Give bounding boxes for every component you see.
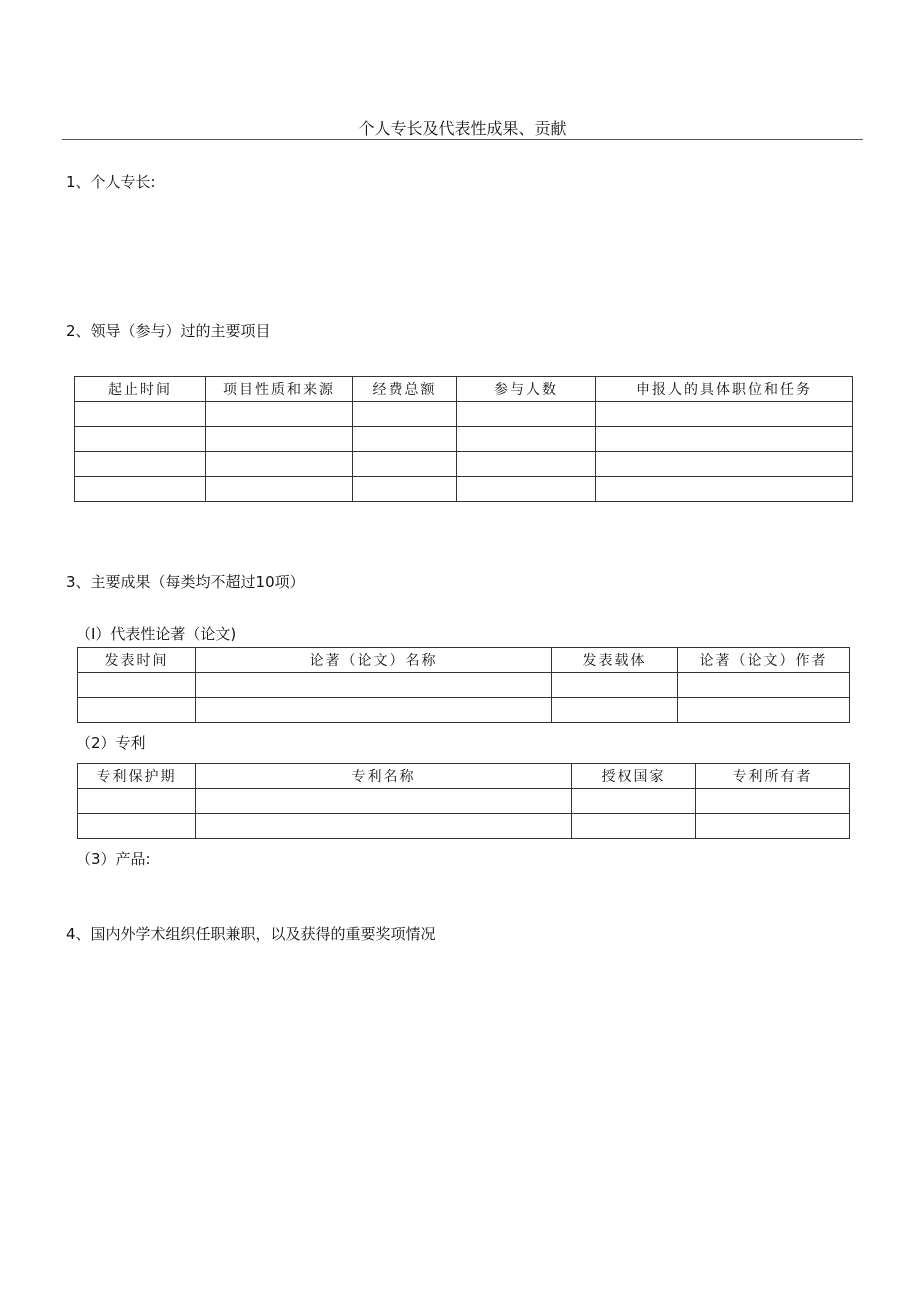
- table-cell[interactable]: [75, 477, 206, 502]
- table-cell[interactable]: [78, 814, 196, 839]
- table-cell[interactable]: [75, 427, 206, 452]
- header-total-funding: 经费总额: [353, 377, 457, 402]
- header-publish-date: 发表时间: [78, 648, 196, 673]
- header-applicant-role: 申报人的具体职位和任务: [596, 377, 853, 402]
- table-cell[interactable]: [196, 673, 552, 698]
- table-cell[interactable]: [206, 427, 353, 452]
- section-4-heading: 4、国内外学术组织任职兼职，以及获得的重要奖项情况: [66, 925, 436, 943]
- table-row: [75, 402, 853, 427]
- table-cell[interactable]: [696, 789, 850, 814]
- table-cell[interactable]: [572, 814, 696, 839]
- section-1-heading: 1、个人专长:: [66, 173, 156, 191]
- table-cell[interactable]: [552, 698, 678, 723]
- papers-table: [77, 647, 850, 723]
- table-cell[interactable]: [78, 698, 196, 723]
- table-row: [78, 698, 850, 723]
- table-cell[interactable]: [353, 477, 457, 502]
- table-header-row: [78, 764, 850, 789]
- table-cell[interactable]: [696, 814, 850, 839]
- title-divider: [62, 139, 863, 140]
- header-patent-owner: 专利所有者: [696, 764, 850, 789]
- table-cell[interactable]: [596, 452, 853, 477]
- patents-table: [77, 763, 850, 839]
- table-header-row: [75, 377, 853, 402]
- products-heading: （3）产品:: [76, 850, 151, 868]
- table-cell[interactable]: [596, 427, 853, 452]
- table-header-row: [78, 648, 850, 673]
- header-paper-authors: 论著（论文）作者: [678, 648, 850, 673]
- table-cell[interactable]: [75, 402, 206, 427]
- header-period: 起止时间: [75, 377, 206, 402]
- table-cell[interactable]: [196, 814, 572, 839]
- table-row: [75, 452, 853, 477]
- table-cell[interactable]: [353, 427, 457, 452]
- table-cell[interactable]: [206, 452, 353, 477]
- table-cell[interactable]: [457, 452, 596, 477]
- papers-heading: （I）代表性论著（论文): [76, 625, 237, 643]
- table-cell[interactable]: [206, 477, 353, 502]
- table-cell[interactable]: [457, 477, 596, 502]
- table-cell[interactable]: [596, 477, 853, 502]
- header-patent-name: 专利名称: [196, 764, 572, 789]
- section-2-heading: 2、领导（参与）过的主要项目: [66, 322, 271, 340]
- section-3-heading: 3、主要成果（每类均不超过10项）: [66, 573, 305, 591]
- header-protection-period: 专利保护期: [78, 764, 196, 789]
- table-cell[interactable]: [457, 402, 596, 427]
- table-cell[interactable]: [572, 789, 696, 814]
- table-cell[interactable]: [353, 402, 457, 427]
- table-cell[interactable]: [353, 452, 457, 477]
- table-cell[interactable]: [206, 402, 353, 427]
- table-cell[interactable]: [678, 698, 850, 723]
- table-cell[interactable]: [457, 427, 596, 452]
- table-row: [78, 789, 850, 814]
- patents-heading: （2）专利: [76, 734, 146, 752]
- table-cell[interactable]: [196, 698, 552, 723]
- header-publication-venue: 发表载体: [552, 648, 678, 673]
- table-row: [78, 814, 850, 839]
- table-cell[interactable]: [678, 673, 850, 698]
- header-paper-title: 论著（论文）名称: [196, 648, 552, 673]
- table-row: [75, 427, 853, 452]
- header-granting-country: 授权国家: [572, 764, 696, 789]
- table-row: [75, 477, 853, 502]
- table-row: [78, 673, 850, 698]
- table-cell[interactable]: [78, 673, 196, 698]
- projects-table: [74, 376, 853, 502]
- header-participant-count: 参与人数: [457, 377, 596, 402]
- table-cell[interactable]: [78, 789, 196, 814]
- table-cell[interactable]: [75, 452, 206, 477]
- header-project-nature-source: 项目性质和来源: [206, 377, 353, 402]
- page-title: 个人专长及代表性成果、贡献: [358, 119, 567, 138]
- table-cell[interactable]: [552, 673, 678, 698]
- table-cell[interactable]: [196, 789, 572, 814]
- table-cell[interactable]: [596, 402, 853, 427]
